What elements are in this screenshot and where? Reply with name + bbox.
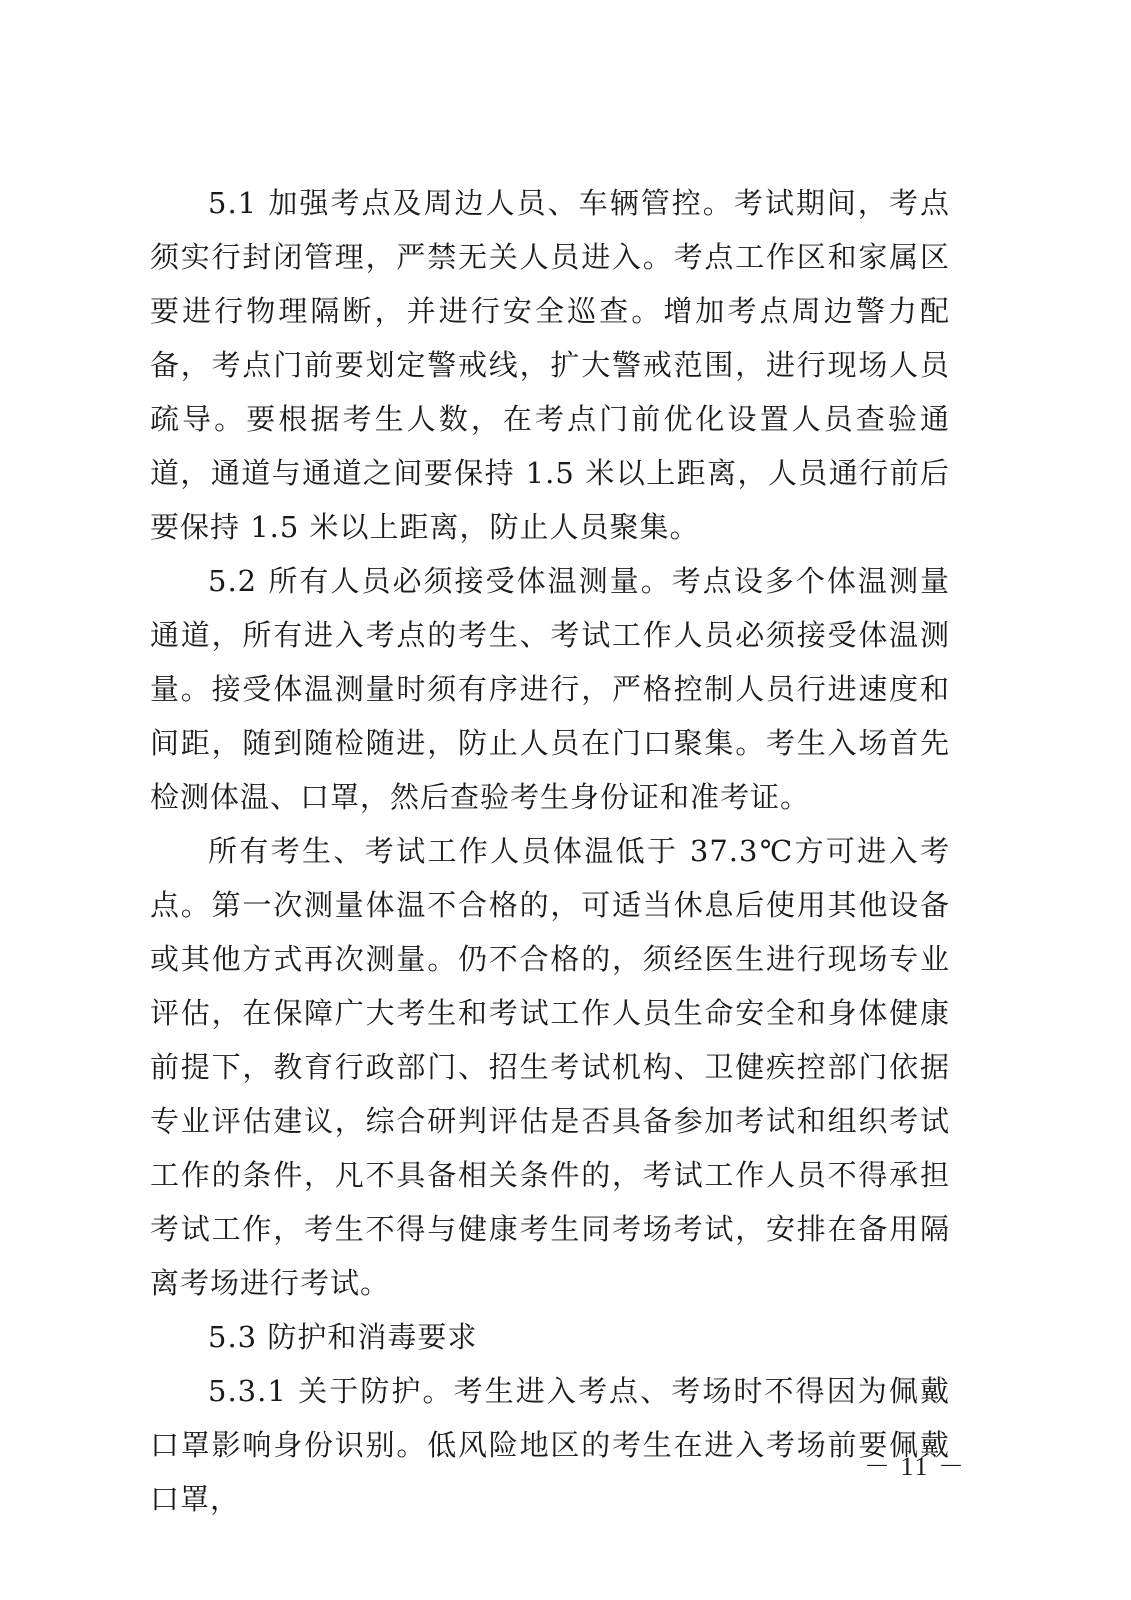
heading-5-3: 5.3 防护和消毒要求 (208, 1320, 478, 1354)
paragraph-5-2: 5.2 所有人员必须接受体温测量。考点设多个体温测量通道，所有进入考点的考生、考试工作人员必须接受体温测量。接受体温测量时须有序进行，严格控制人员行进速度和间距，随到随检随进，防止人员在门口聚集。考生入场首先检测体温、口罩，然后查验考生身份证和准考证。 (150, 564, 950, 814)
document-body (150, 176, 950, 1526)
paragraph-temperature-rule: 所有考生、考试工作人员体温低于 37.3℃方可进入考点。第一次测量体温不合格的，可适当休息后使用其他设备或其他方式再次测量。仍不合格的，须经医生进行现场专业评估，在保障广大考生和考试工作人员生命安全和身体健康前提下，教育行政部门、招生考试机构、卫健疾控部门依据专业评估建议，综合研判评估是否具备参加考试和组织考试工作的条件，凡不具备相关条件的，考试工作人员不得承担考试工作，考生不得与健康考生同考场考试，安排在备用隔离考场进行考试。 (150, 834, 950, 1300)
page-number: － 11 － (863, 1452, 967, 1481)
paragraph-5-3-1: 5.3.1 关于防护。考生进入考点、考场时不得因为佩戴口罩影响身份识别。低风险地区的考生在进入考场前要佩戴口罩， (150, 1374, 950, 1516)
paragraph-5-1: 5.1 加强考点及周边人员、车辆管控。考试期间，考点须实行封闭管理，严禁无关人员进入。考点工作区和家属区要进行物理隔断，并进行安全巡查。增加考点周边警力配备，考点门前要划定警戒线，扩大警戒范围，进行现场人员疏导。要根据考生人数，在考点门前优化设置人员查验通道，通道与通道之间要保持 1.5 米以上距离，人员通行前后要保持 1.5 米以上距离，防止人员聚集。 (150, 186, 950, 544)
